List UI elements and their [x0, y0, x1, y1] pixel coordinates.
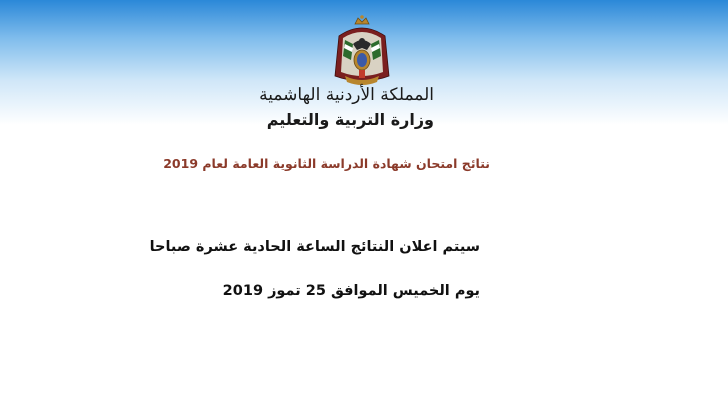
- results-title: نتائج امتحان شهادة الدراسة الثانوية العامة لعام 2019: [163, 156, 490, 171]
- ministry-name: وزارة التربية والتعليم: [266, 110, 434, 129]
- jordan-coat-of-arms-icon: [331, 14, 393, 90]
- announcement-text: سيتم اعلان النتائج الساعة الحادية عشرة صباحا: [149, 239, 480, 255]
- kingdom-name: المملكة الأردنية الهاشمية: [259, 85, 434, 105]
- announcement-date: يوم الخميس الموافق 25 تموز 2019: [222, 283, 480, 299]
